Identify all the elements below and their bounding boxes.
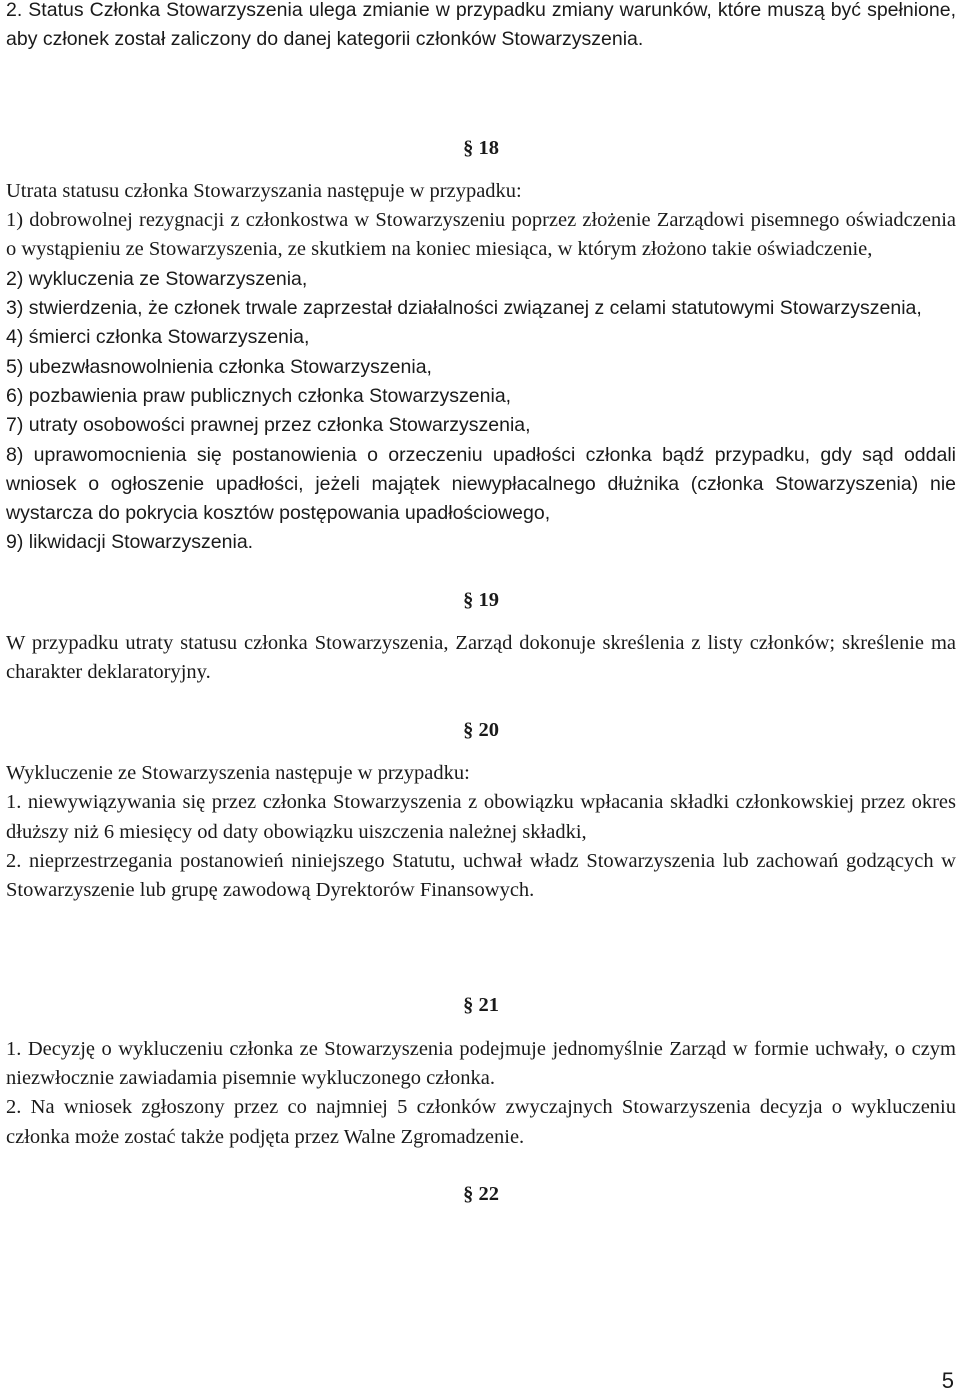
section-21-heading: § 21 [463, 994, 499, 1017]
section-18-intro: Utrata statusu członka Stowarzyszania następuje w przypadku: [6, 179, 522, 202]
section-18-item-5: 5) ubezwłasnowolnienia członka Stowarzyszenia, [6, 355, 432, 378]
section-21-item-2: 2. Na wniosek zgłoszony przez co najmniej 5 członków zwyczajnych Stowarzyszenia decyzja o wykluczeniu członka może zostać także podjęta przez Walne Zgromadzenie. [6, 1096, 956, 1148]
section-18-heading: § 18 [463, 136, 499, 159]
section-20-intro: Wykluczenie ze Stowarzyszenia następuje w przypadku: [6, 761, 470, 784]
section-18-item-8: 8) uprawomocnienia się postanowienia o orzeczeniu upadłości członka bądź przypadku, gdy sąd oddali wniosek o ogłoszenie upadłości, jeżeli majątek niewypłacalnego dłużnika (członka Stowarzyszenia) nie wystarcza do pokrycia kosztów postępowania upadłościowego, [6, 443, 956, 525]
status-change-paragraph: 2. Status Członka Stowarzyszenia ulega zmianie w przypadku zmiany warunków, które muszą być spełnione, aby członek został zaliczony do danej kategorii członków Stowarzyszenia. [6, 0, 956, 51]
section-19-heading: § 19 [463, 588, 499, 611]
section-19-text: W przypadku utraty statusu członka Stowarzyszenia, Zarząd dokonuje skreślenia z listy członków; skreślenie ma charakter deklaratoryjny. [6, 632, 956, 684]
section-20-item-1: 1. niewywiązywania się przez członka Stowarzyszenia z obowiązku wpłacania składki członkowskiej przez okres dłuższy niż 6 miesięcy od daty obowiązku uiszczenia należnej składki, [6, 791, 956, 843]
section-18-item-3: 3) stwierdzenia, że członek trwale zaprzestał działalności związanej z celami statutowymi Stowarzyszenia, [6, 297, 922, 320]
section-18-item-1: 1) dobrowolnej rezygnacji z członkostwa w Stowarzyszeniu poprzez złożenie Zarządowi pisemnego oświadczenia o wystąpieniu ze Stowarzyszenia, ze skutkiem na koniec miesiąca, w którym złożono takie oświadczenie, [6, 209, 956, 261]
page-number: 5 [941, 1368, 954, 1393]
document-page [6, 0, 956, 1209]
section-18-item-6: 6) pozbawienia praw publicznych członka Stowarzyszenia, [6, 384, 512, 407]
section-18-item-9: 9) likwidacji Stowarzyszenia. [6, 531, 254, 554]
section-18-item-2: 2) wykluczenia ze Stowarzyszenia, [6, 267, 308, 290]
section-21-item-1: 1. Decyzję o wykluczeniu członka ze Stowarzyszenia podejmuje jednomyślnie Zarząd w formie uchwały, o czym niezwłocznie zawiadamia pisemnie wykluczonego członka. [6, 1037, 956, 1090]
section-18-item-4: 4) śmierci członka Stowarzyszenia, [6, 326, 310, 349]
section-22-heading: § 22 [463, 1182, 499, 1205]
section-20-heading: § 20 [463, 718, 499, 741]
section-20-item-2: 2. nieprzestrzegania postanowień niniejszego Statutu, uchwał władz Stowarzyszenia lub zachowań godzących w Stowarzyszenie lub grupę zawodową Dyrektorów Finansowych. [6, 849, 956, 902]
section-18-item-7: 7) utraty osobowości prawnej przez członka Stowarzyszenia, [6, 414, 531, 437]
